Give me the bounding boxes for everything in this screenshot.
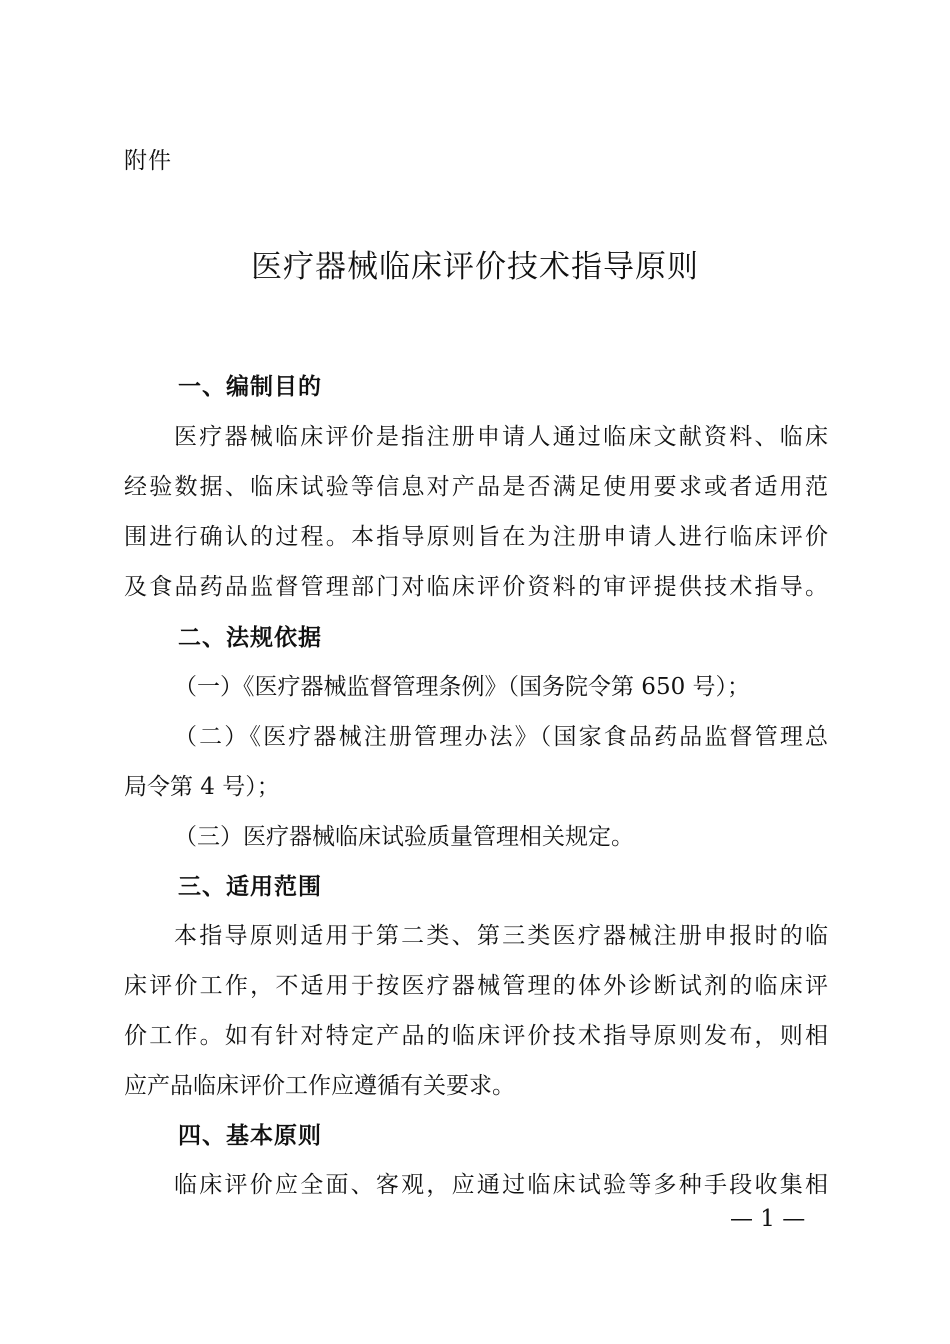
paragraph-line: 本指导原则适用于第二类、第三类医疗器械注册申报时的临 [174,923,828,949]
paragraph-line: 经验数据、临床试验等信息对产品是否满足使用要求或者适用范 [124,474,828,500]
regulation-item: （二）《医疗器械注册管理办法》（国家食品药品监督管理总 [174,724,828,750]
paragraph-line: 及食品药品监督管理部门对临床评价资料的审评提供技术指导。 [124,574,828,600]
paragraph-line: 应产品临床评价工作应遵循有关要求。 [124,1073,515,1099]
regulation-item: （三）医疗器械临床试验质量管理相关规定。 [174,824,634,850]
document-title: 医疗器械临床评价技术指导原则 [251,249,699,285]
section-heading-scope: 三、适用范围 [178,874,322,900]
regulation-item: （一）《医疗器械监督管理条例》（国务院令第 650 号）； [174,674,751,700]
paragraph-line: 医疗器械临床评价是指注册申请人通过临床文献资料、临床 [174,424,828,450]
paragraph-line: 临床评价应全面、客观，应通过临床试验等多种手段收集相 [174,1172,828,1198]
attachment-label: 附件 [124,148,172,174]
section-heading-legal-basis: 二、法规依据 [178,625,322,651]
section-heading-basic-principles: 四、基本原则 [178,1123,322,1149]
paragraph-line: 床评价工作，不适用于按医疗器械管理的体外诊断试剂的临床评 [124,973,828,999]
section-heading-purpose: 一、编制目的 [178,374,322,400]
page-number: — 1 — [730,1206,806,1232]
paragraph-line: 围进行确认的过程。本指导原则旨在为注册申请人进行临床评价 [124,524,828,550]
regulation-item-continuation: 局令第 4 号）； [124,774,280,800]
paragraph-line: 价工作。如有针对特定产品的临床评价技术指导原则发布，则相 [124,1023,828,1049]
